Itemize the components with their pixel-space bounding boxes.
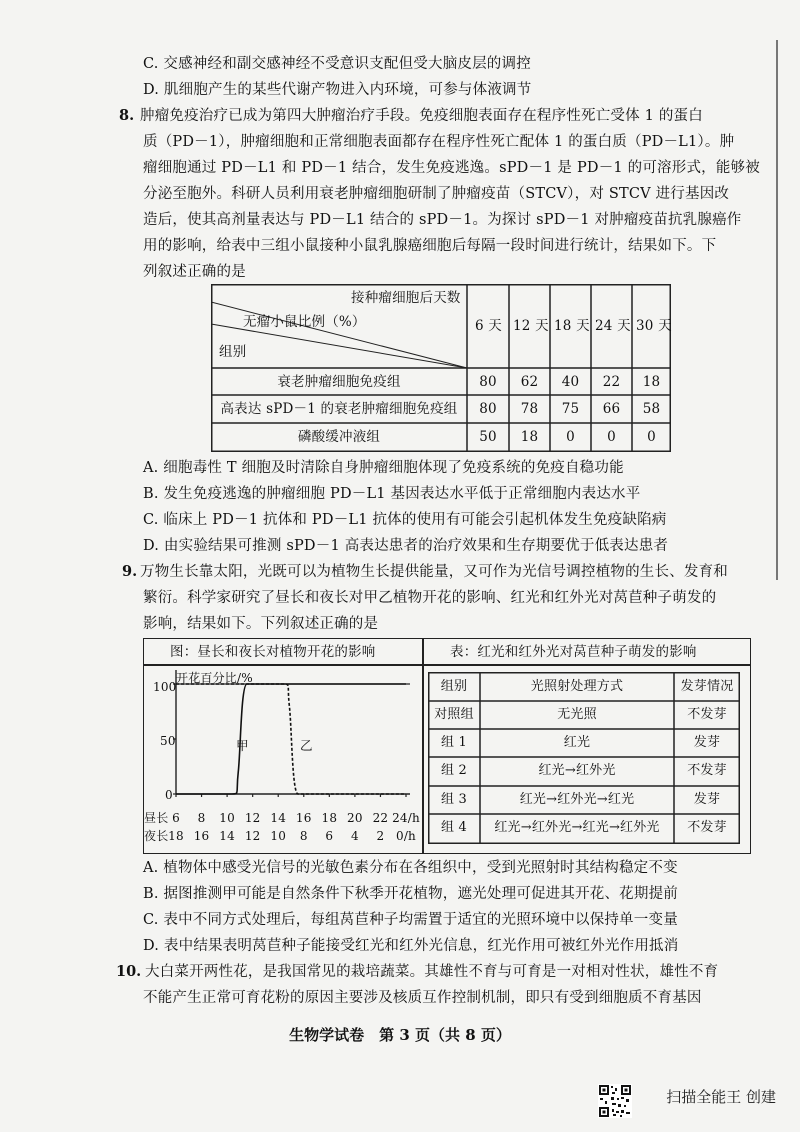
q8-cell: 0: [566, 429, 575, 445]
seed-header: 光照射处理方式: [530, 679, 624, 694]
q8-row-group: 磷酸缓冲液组: [297, 429, 381, 445]
chart-ylabel: 开花百分比/%: [176, 671, 253, 685]
q8-option-b: B. 发生免疫逃逸的肿瘤细胞 PD－L1 基因表达水平低于正常细胞内表达水平: [143, 486, 641, 502]
q8-table-header-group: 组别: [219, 344, 247, 360]
q8-cell: 80: [479, 401, 497, 417]
q10-number: 10.: [116, 963, 142, 980]
qr-code-icon: [598, 1084, 632, 1118]
x-tick-label: 0/h: [395, 829, 416, 843]
q8-table-header-days: 接种瘤细胞后天数: [351, 290, 461, 306]
x-tick-label: 2: [376, 829, 385, 843]
x-tick-label: 14: [219, 829, 235, 843]
x-tick-label: 8: [299, 829, 308, 843]
q9-number: 9.: [122, 563, 138, 580]
q8-option-a: A. 细胞毒性 T 细胞及时清除自身肿瘤细胞体现了免疫系统的免疫自稳功能: [143, 460, 624, 476]
q8-cell: 58: [642, 401, 661, 417]
chart-ytick: 50: [160, 734, 176, 748]
q8-cell: 40: [561, 374, 580, 390]
x-tick-label: 20: [347, 811, 363, 825]
q8-line: 瘤细胞通过 PD－L1 和 PD－1 结合，发生免疫逃逸。sPD－1 是 PD－1 的可溶形式，能够被: [143, 160, 760, 176]
x-row2-label: 夜长: [144, 829, 169, 843]
q7-option-c: C. 交感神经和副交感神经不受意识支配但受大脑皮层的调控: [143, 56, 531, 72]
seed-cell: 发芽: [693, 792, 721, 807]
q8-option-c: C. 临床上 PD－1 抗体和 PD－L1 抗体的使用有可能会引起机体发生免疫缺陷病: [143, 512, 667, 528]
q9-line: 影响，结果如下。下列叙述正确的是: [143, 616, 379, 632]
x-tick-label: 6: [325, 829, 334, 843]
q8-day-18: 18 天: [554, 318, 590, 334]
x-tick-label: 16: [193, 829, 210, 843]
x-tick-label: 18: [168, 829, 184, 843]
q8-day-24: 24 天: [595, 318, 631, 334]
q8-cell: 75: [561, 401, 580, 417]
q8-option-d: D. 由实验结果可推测 sPD－1 高表达患者的治疗效果和生存期要优于低表达患者: [143, 538, 669, 554]
binding-margin-line: [776, 40, 778, 580]
q8-cell: 22: [602, 374, 621, 390]
page-footer: 生物学试卷 第 3 页（共 8 页）: [289, 1026, 511, 1044]
chart-ytick: 0: [165, 788, 173, 802]
x-tick-label: 18: [321, 811, 338, 825]
x-tick-label: 12: [244, 829, 261, 843]
x-tick-label: 6: [172, 811, 180, 825]
q10-line: 大白菜开两性花，是我国常见的栽培蔬菜。其雄性不育与可育是一对相对性状，雄性不育: [145, 964, 719, 980]
q8-row-group: 衰老肿瘤细胞免疫组: [277, 374, 401, 390]
q8-line: 造后，使其高剂量表达与 PD－L1 结合的 sPD－1。为探讨 sPD－1 对肿瘤疫苗抗乳腺癌作: [143, 212, 742, 228]
q8-cell: 18: [520, 429, 539, 445]
series-line-yi: [176, 684, 406, 794]
seed-cell: 红光→红外光→红光→红外光: [494, 820, 660, 835]
q9-figure-title: 图：昼长和夜长对植物开花的影响: [170, 644, 376, 660]
seed-cell: 不发芽: [687, 763, 727, 778]
q8-cell: 62: [520, 374, 539, 390]
seed-cell: 组 1: [440, 735, 467, 750]
q8-row-group: 高表达 sPD－1 的衰老肿瘤细胞免疫组: [220, 401, 458, 417]
q8-day-30: 30 天: [636, 318, 672, 334]
q9-line: 万物生长靠太阳，光既可以为植物生长提供能量，又可作为光信号调控植物的生长、发育和: [140, 564, 728, 580]
x-tick-label: 16: [295, 811, 312, 825]
seed-cell: 红光→红外光→红光: [519, 792, 635, 807]
seed-cell: 组 2: [440, 763, 467, 778]
seed-cell: 组 3: [440, 792, 467, 807]
x-tick-label: 22: [372, 811, 389, 825]
q8-line: 质（PD－1），肿瘤细胞和正常细胞表面都存在程序性死亡配体 1 的蛋白质（PD－L1）。肿: [143, 134, 735, 150]
series-label-yi: 乙: [300, 738, 313, 753]
q8-cell: 78: [520, 401, 539, 417]
seed-cell: 红光: [563, 735, 591, 750]
q8-day-12: 12 天: [513, 318, 549, 334]
q9-option-a: A. 植物体中感受光信号的光敏色素分布在各组织中，受到光照射时其结构稳定不变: [143, 860, 678, 876]
q8-cell: 50: [479, 429, 497, 445]
q9-option-d: D. 表中结果表明莴苣种子能接受红光和红外光信息，红光作用可被红外光作用抵消: [143, 938, 679, 954]
x-tick-label: 8: [197, 811, 206, 825]
seed-header: 发芽情况: [680, 679, 734, 694]
q7-option-d: D. 肌细胞产生的某些代谢产物进入内环境，可参与体液调节: [143, 82, 532, 98]
seed-cell: 组 4: [440, 820, 467, 835]
x-tick-label: 10: [219, 811, 235, 825]
q8-table-header-ratio: 无瘤小鼠比例（%）: [243, 314, 366, 330]
seed-cell: 红光→红外光: [538, 763, 616, 778]
seed-cell: 不发芽: [687, 707, 727, 722]
q8-number: 8.: [119, 107, 135, 124]
x-tick-label: 14: [270, 811, 287, 825]
x-tick-label: 24/h: [392, 811, 420, 825]
q9-option-b: B. 据图推测甲可能是自然条件下秋季开花植物，遮光处理可促进其开花、花期提前: [143, 886, 678, 902]
q8-cell: 0: [607, 429, 616, 445]
series-label-jia: 甲: [236, 738, 249, 753]
q8-line: 分泌至胞外。科研人员利用衰老肿瘤细胞研制了肿瘤疫苗（STCV），对 STCV 进行基因改: [143, 186, 730, 202]
q9-line: 繁衍。科学家研究了昼长和夜长对甲乙植物开花的影响、红光和红外光对莴苣种子萌发的: [143, 590, 717, 606]
x-tick-label: 12: [244, 811, 261, 825]
q9-table-title: 表：红光和红外光对莴苣种子萌发的影响: [450, 644, 697, 660]
x-row1-label: 昼长: [144, 811, 169, 825]
seed-table: [428, 672, 740, 844]
q8-line: 肿瘤免疫治疗已成为第四大肿瘤治疗手段。免疫细胞表面存在程序性死亡受体 1 的蛋白: [140, 108, 703, 124]
q8-day-6: 6 天: [475, 318, 502, 334]
seed-header: 组别: [440, 679, 468, 694]
q9-option-c: C. 表中不同方式处理后，每组莴苣种子均需置于适宜的光照环境中以保持单一变量: [143, 912, 678, 928]
q8-cell: 0: [647, 429, 656, 445]
q10-line: 不能产生正常可育花粉的原因主要涉及核质互作控制机制，即只有受到细胞质不育基因: [143, 990, 702, 1006]
q8-cell: 66: [602, 401, 621, 417]
seed-cell: 对照组: [434, 707, 474, 722]
q8-line: 用的影响，给表中三组小鼠接种小鼠乳腺癌细胞后每隔一段时间进行统计，结果如下。下: [143, 238, 717, 254]
q8-cell: 80: [479, 374, 497, 390]
x-tick-label: 4: [350, 829, 359, 843]
scanner-watermark: 扫描全能王 创建: [666, 1088, 776, 1106]
q8-table: [211, 284, 671, 452]
seed-cell: 发芽: [693, 735, 721, 750]
chart-ytick: 100: [153, 680, 177, 694]
q8-line: 列叙述正确的是: [143, 264, 246, 280]
q8-cell: 18: [642, 374, 661, 390]
x-tick-label: 10: [270, 829, 287, 843]
seed-cell: 不发芽: [687, 820, 727, 835]
seed-cell: 无光照: [557, 707, 597, 722]
